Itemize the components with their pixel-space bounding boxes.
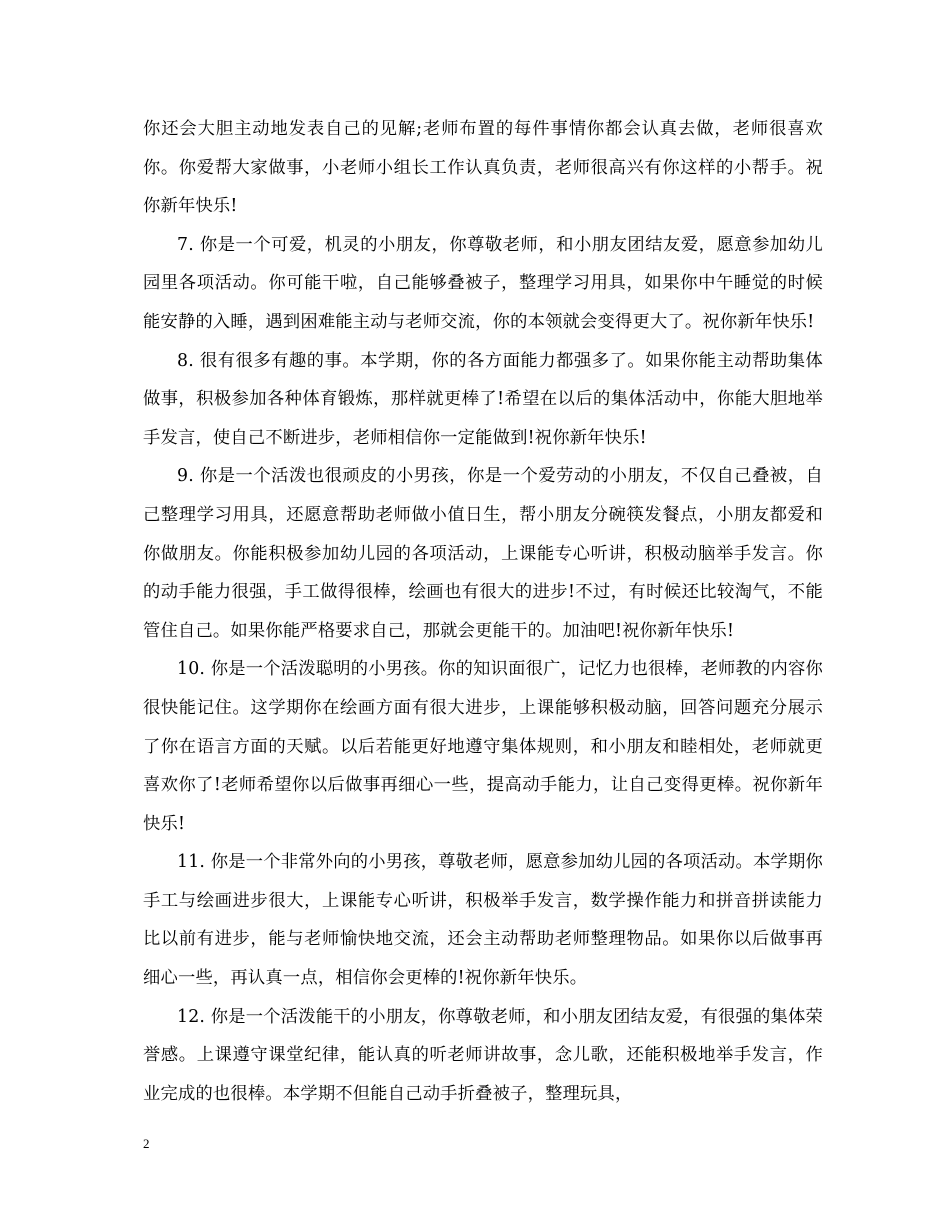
paragraph-item-9: 9. 你是一个活泼也很顽皮的小男孩，你是一个爱劳动的小朋友，不仅自己叠被，自己整理学习用具，还愿意帮助老师做小值日生，帮小朋友分碗筷发餐点，小朋友都爱和你做朋友。你能积极参加幼儿园的各项活动，上课能专心听讲，积极动脑举手发言。你的动手能力很强，手工做得很棒，绘画也有很大的进步!不过，有时候还比较淘气，不能管住自己。如果你能严格要求自己，那就会更能干的。加油吧!祝你新年快乐! — [143, 466, 823, 641]
paragraph-item-11: 11. 你是一个非常外向的小男孩，尊敬老师，愿意参加幼儿园的各项活动。本学期你手工与绘画进步很大，上课能专心听讲，积极举手发言，数学操作能力和拼音拼读能力比以前有进步，能与老师愉快地交流，还会主动帮助老师整理物品。如果你以后做事再细心一些，再认真一点，相信你会更棒的!祝你新年快乐。 — [143, 852, 823, 989]
paragraph-item-7: 7. 你是一个可爱，机灵的小朋友，你尊敬老师，和小朋友团结友爱，愿意参加幼儿园里各项活动。你可能干啦，自己能够叠被子，整理学习用具，如果你中午睡觉的时候能安静的入睡，遇到困难能主动与老师交流，你的本领就会变得更大了。祝你新年快乐! — [143, 234, 823, 332]
paragraph-continuation: 你还会大胆主动地发表自己的见解;老师布置的每件事情你都会认真去做，老师很喜欢你。你爱帮大家做事，小老师小组长工作认真负责，老师很高兴有你这样的小帮手。祝你新年快乐! — [143, 119, 823, 217]
paragraph-item-8: 8. 很有很多有趣的事。本学期，你的各方面能力都强多了。如果你能主动帮助集体做事，积极参加各种体育锻炼，那样就更棒了!希望在以后的集体活动中，你能大胆地举手发言，使自己不断进步，老师相信你一定能做到!祝你新年快乐! — [143, 350, 823, 448]
paragraph-item-12: 12. 你是一个活泼能干的小朋友，你尊敬老师，和小朋友团结友爱，有很强的集体荣誉感。上课遵守课堂纪律，能认真的听老师讲故事，念儿歌，还能积极地举手发言，作业完成的也很棒。本学期不但能自己动手折叠被子，整理玩具， — [143, 1006, 823, 1104]
document-page — [143, 110, 823, 1113]
paragraph-item-10: 10. 你是一个活泼聪明的小男孩。你的知识面很广，记忆力也很棒，老师教的内容你很快能记住。这学期你在绘画方面有很大进步，上课能够积极动脑，回答问题充分展示了你在语言方面的天赋。以后若能更好地遵守集体规则，和小朋友和睦相处，老师就更喜欢你了!老师希望你以后做事再细心一些，提高动手能力，让自己变得更棒。祝你新年快乐! — [143, 659, 823, 834]
page-number: 2 — [143, 1136, 150, 1151]
